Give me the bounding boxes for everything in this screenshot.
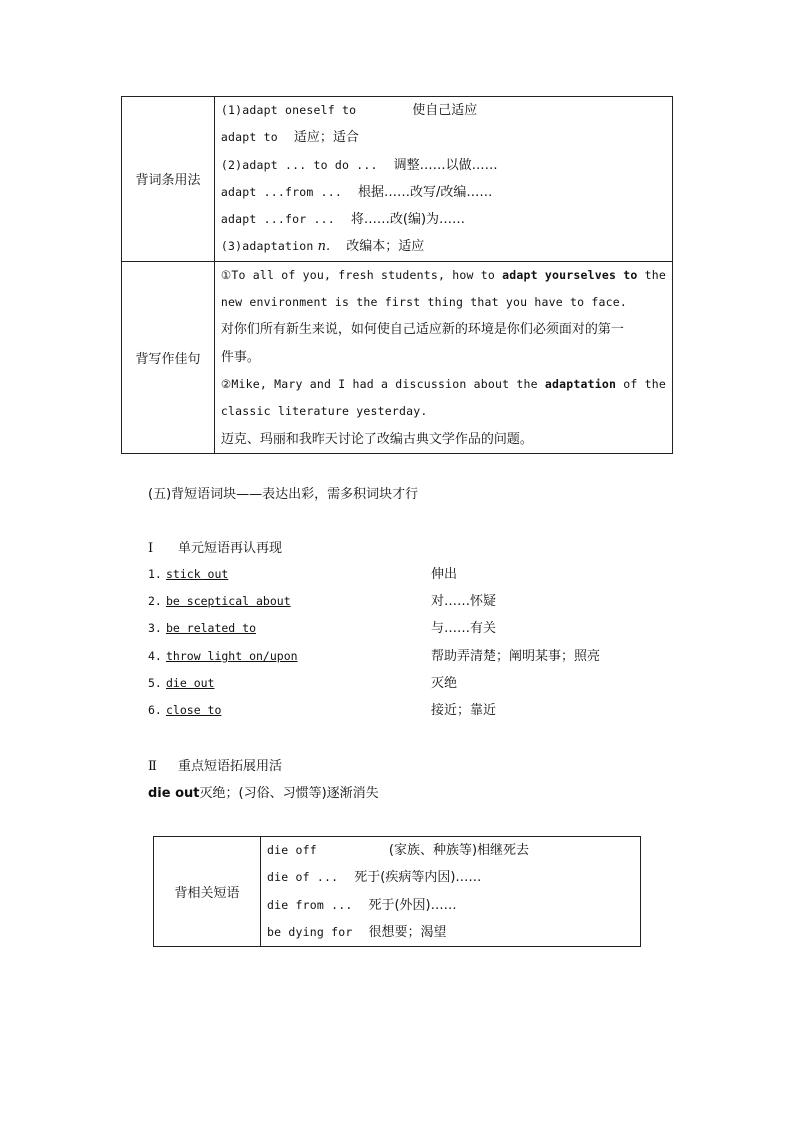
usage-line: adapt ...from ... 根据……改写/改编…… bbox=[220, 184, 493, 200]
related-phrases-cell bbox=[261, 837, 641, 947]
list-item: 3. be related to 与……有关 bbox=[148, 621, 497, 637]
list-item: 4. throw light on/upon 帮助弄清楚；阐明某事；照亮 bbox=[148, 648, 601, 664]
die-out-term: die out bbox=[148, 786, 200, 801]
list-item: 6. close to 接近；靠近 bbox=[148, 702, 497, 718]
section-5-title: (五)背短语词块——表达出彩，需多积词块才行 bbox=[148, 487, 419, 502]
usage-line: (1)adapt oneself to 使自己适应 bbox=[220, 103, 478, 118]
list-item: 1. stick out 伸出 bbox=[148, 567, 458, 582]
section-II-title: 重点短语拓展用活 bbox=[178, 759, 283, 774]
sentence1-line2: new environment is the first thing that you have to face. bbox=[220, 295, 627, 310]
section-II-heading bbox=[148, 755, 282, 774]
section-I-title: 单元短语再认再现 bbox=[178, 541, 283, 556]
related-line: die off (家族、种族等)相继死去 bbox=[267, 843, 530, 858]
related-phrases-table bbox=[153, 836, 641, 947]
section-I-heading bbox=[148, 537, 282, 556]
list-item: 5. die out 灭绝 bbox=[148, 675, 458, 691]
usage-line: adapt ...for ... 将……改(编)为…… bbox=[220, 212, 466, 228]
row-label-related: 背相关短语 bbox=[154, 837, 261, 947]
usage-line: (2)adapt ... to do ... 调整……以做…… bbox=[220, 157, 498, 173]
sentence1-translation-line1: 对你们所有新生来说，如何使自己适应新的环境是你们必须面对的第一 bbox=[220, 322, 624, 338]
sentence2-line1: ②Mike, Mary and I had a discussion about the adaptation of the bbox=[220, 376, 666, 391]
usage-line: adapt to 适应；适合 bbox=[220, 130, 359, 146]
usage-table bbox=[121, 96, 673, 454]
related-line: die from ... 死于(外因)…… bbox=[267, 897, 457, 913]
row-label-usage: 背词条用法 bbox=[122, 97, 215, 262]
phrase-list bbox=[148, 561, 648, 724]
related-line: die of ... 死于(疾病等内因)…… bbox=[267, 870, 482, 886]
section-II-numeral: Ⅱ bbox=[148, 759, 157, 774]
related-line: be dying for 很想要；渴望 bbox=[267, 924, 447, 940]
die-out-meaning: 灭绝；(习俗、习惯等)逐渐消失 bbox=[199, 786, 379, 801]
row-label-sentences: 背写作佳句 bbox=[122, 261, 215, 453]
sentence1-translation-line2: 件事。 bbox=[220, 349, 260, 365]
sentence2-line2: classic literature yesterday. bbox=[220, 404, 428, 419]
sentence1-line1: ①To all of you, fresh students, how to adapt yourselves to the bbox=[220, 267, 666, 282]
sentences-cell bbox=[214, 261, 672, 453]
list-item: 2. be sceptical about 对……怀疑 bbox=[148, 594, 497, 610]
section-I-numeral: Ⅰ bbox=[148, 541, 154, 556]
usage-line: (3)adaptation n. 改编本；适应 bbox=[220, 239, 425, 255]
die-out-definition bbox=[148, 782, 379, 801]
usage-cell bbox=[214, 97, 672, 262]
sentence2-translation: 迈克、玛丽和我昨天讨论了改编古典文学作品的问题。 bbox=[220, 431, 533, 447]
